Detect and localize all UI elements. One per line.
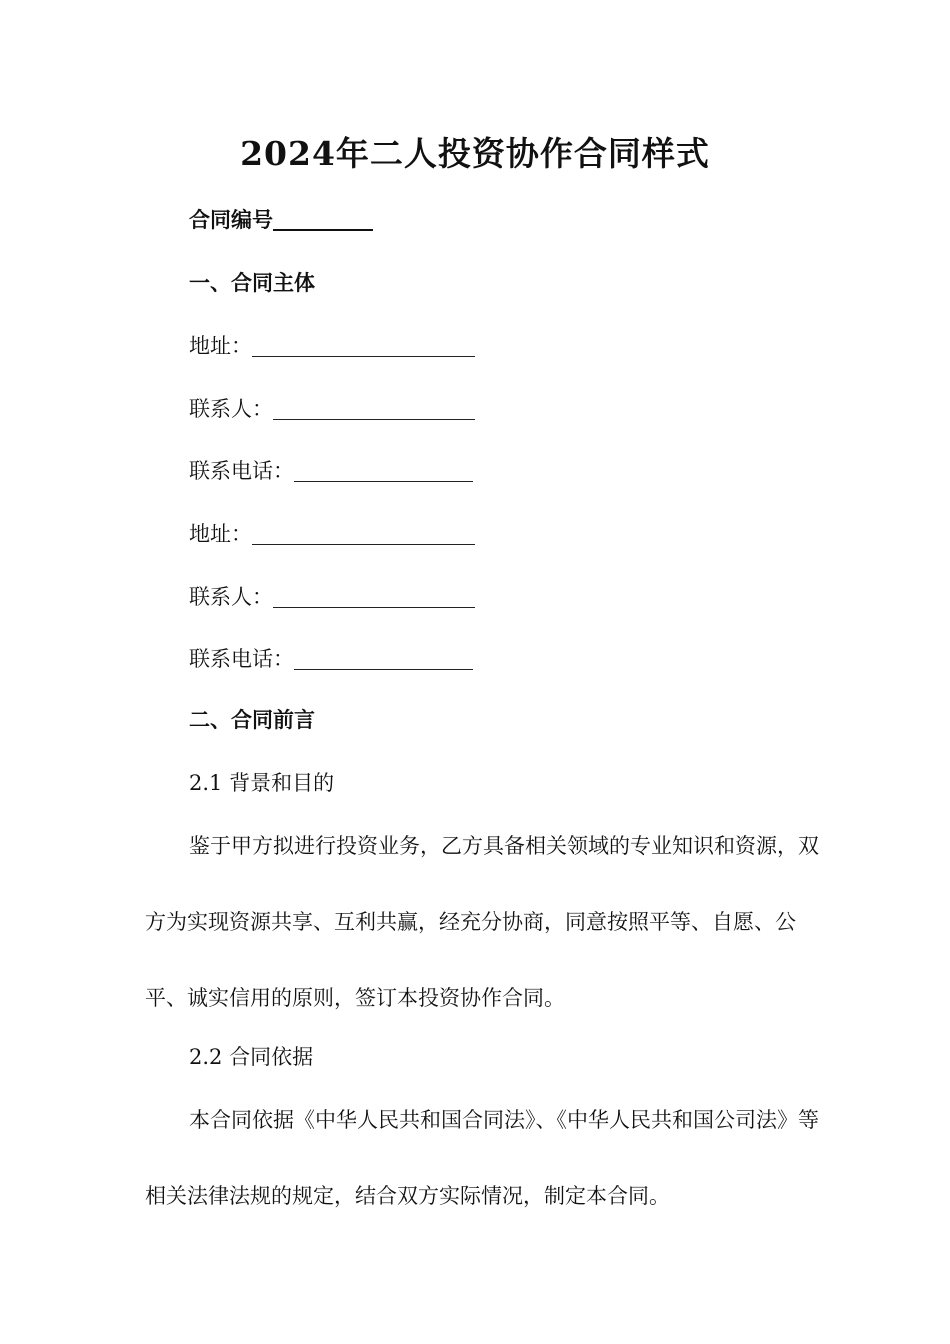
party-a-phone-label: 联系电话： [189, 459, 294, 483]
party-b-phone-blank[interactable] [294, 647, 473, 670]
party-a-address-label: 地址： [189, 334, 252, 358]
document-title: 2024年二人投资协作合同样式 [240, 134, 710, 173]
party-a-contact-blank[interactable] [273, 397, 475, 420]
party-b-address-label: 地址： [189, 522, 252, 546]
contract-number-blank[interactable] [273, 207, 373, 231]
party-a-phone-line [189, 456, 473, 486]
section-2-heading: 二、合同前言 [189, 707, 315, 732]
party-b-contact-line [189, 582, 475, 612]
party-b-contact-blank[interactable] [273, 585, 475, 608]
party-a-contact-label: 联系人： [189, 397, 273, 421]
subsection-2-2-heading: 2.2 合同依据 [189, 1045, 314, 1069]
party-b-contact-label: 联系人： [189, 585, 273, 609]
party-a-address-blank[interactable] [252, 334, 475, 357]
party-b-phone-line [189, 644, 473, 674]
contract-number-label: 合同编号 [189, 207, 273, 232]
party-a-phone-blank[interactable] [294, 459, 473, 482]
subsection-2-1-body: 鉴于甲方拟进行投资业务，乙方具备相关领域的专业知识和资源，双方为实现资源共享、互利共赢，经充分协商，同意按照平等、自愿、公平、诚实信用的原则，签订本投资协作合同。 [145, 834, 819, 1010]
party-b-address-blank[interactable] [252, 522, 475, 545]
contract-number-line [189, 205, 373, 235]
party-b-phone-label: 联系电话： [189, 647, 294, 671]
section-1-heading: 一、合同主体 [189, 270, 315, 295]
party-a-contact-line [189, 394, 475, 424]
subsection-2-1-heading: 2.1 背景和目的 [189, 771, 335, 795]
subsection-2-2-body: 本合同依据《中华人民共和国合同法》、《中华人民共和国公司法》等相关法律法规的规定，结合双方实际情况，制定本合同。 [145, 1108, 819, 1208]
party-a-address-line [189, 331, 475, 361]
party-b-address-line [189, 519, 475, 549]
